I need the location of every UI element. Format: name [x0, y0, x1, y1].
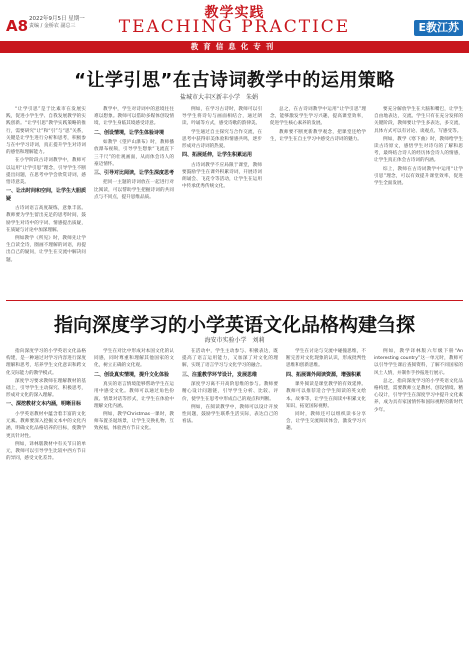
paragraph: 总之，指向深度学习的小学英语文化品格构建，需要教师立足教材、创设情境、精心设计，引导学生在深度学习中提升文化素养，成为具有家国情怀和国际视野的新时代少年。	[374, 378, 463, 413]
issue-date: 2022年9月5日 星期一	[29, 16, 85, 22]
paragraph: 例如，教学译林版六年级下册“An interesting country”这一单元时，教师可以引导学生课后查阅资料，了解不同国家的风土人情，并制作手抄报进行展示。	[374, 349, 463, 376]
article1-column	[374, 106, 463, 296]
article2-column	[6, 348, 86, 662]
section-subtitle: 教育信息化专刊	[190, 42, 279, 51]
section-heading: 二、创设情境，让学生体验诗境	[94, 129, 165, 136]
article1-byline: 盐城市大丰区新丰小学 朱娟	[180, 94, 259, 101]
paragraph: 古诗词教学不应局限于课堂，教师要鼓励学生在课外积累诗词，开展诗词朗诵会、飞花令等活动，让学生在运用中传承优秀传统文化。	[182, 162, 262, 190]
paragraph: 例如，译林版教材中有关节日的单元，教师可以引导学生比较中西方节日的异同，感受文化差异。	[6, 441, 86, 462]
section-heading: 一、让出时间和空间，让学生大胆质疑	[6, 188, 86, 202]
paragraph: 例如，在阅读教学中，教师可以设计开放性问题，鼓励学生联系生活实际，表达自己的看法。	[182, 404, 278, 425]
paragraph: 例如，教学《寒下曲》时，教师给学生读古诗原文，感悟学生对诗句的了解和思考，最终结合诗人的经历体会诗人的情感，让学生真正体会古诗词的内涵。	[374, 136, 463, 164]
paragraph: 在活动中，学生主动参与、积极表达，既提高了语言运用能力，又加深了对文化的理解，实现了语言学习与文化学习的融合。	[182, 349, 278, 369]
paragraph: 课外阅读是课堂教学的有效延伸。教师可以推荐适合学生阅读的英文绘本、故事等，让学生在阅读中积累文化知识，拓宽国际视野。	[286, 382, 366, 409]
article-divider	[6, 300, 463, 301]
paragraph: 同时，教师还可以组织读书分享会，让学生交流阅读体会，激发学习兴趣。	[286, 411, 366, 432]
article2-column	[94, 348, 174, 662]
paragraph: 总之，在古诗词教学中运用“让学引思”理念，能够激发学生学习兴趣，提高课堂效率，促进学生核心素养的发展。	[270, 107, 366, 127]
paragraph: 学生在讨论与交流中碰撞思维，不断完善对文化现象的认识，形成批判性思维和创新思维。	[286, 349, 366, 369]
section-heading: 四、拓展课外阅读资源，增强积累	[286, 371, 362, 378]
paragraph: 把同一主题的诗词放在一起进行对比阅读，可以帮助学生把握诗词的共同点与不同点，提升思维品质。	[94, 180, 174, 200]
section-heading: 三、引导对比阅读，让学生深度思考	[94, 169, 174, 176]
section-heading: 一、深挖教材文本内涵，明晰目标	[6, 401, 82, 408]
article2-column	[374, 348, 463, 662]
paragraph: 例如教学《所见》时，教师先让学生自读全诗，圈画不理解的词语，再提出自己的疑问，让学生在交流中解决问题。	[6, 236, 86, 263]
paragraph: 要充分解放学生在大脑和嘴巴，让学生自由地表达，交流。学生只有在充分发挥的关键阶段，教师要让学生多表达，多交流，具体方式可以有讨论、谈观点、写感受等。	[374, 107, 463, 134]
paragraph: “让学引思”是于比素市在发展实践，促进小学生学、自我发展教学的实践创新。“让学引思”教学实践策略的推行，需要研究“让”和“引”与“思”关系，关键是让学生进行分析和思考，积极参与在中学习诗词，真正提升学生对诗词的感悟和理解能力。	[6, 107, 86, 156]
article2-byline: 海安市实验小学 刘莉	[204, 337, 265, 344]
page-header	[0, 0, 469, 58]
article2-column	[182, 348, 278, 662]
section-heading: 二、创设真实情境，提升文化体验	[94, 371, 170, 378]
section-heading: 三、注重教学环节设计，发展思维	[182, 371, 258, 378]
column-title-english: TEACHING PRACTICE	[118, 17, 351, 37]
article1-column	[270, 106, 366, 296]
paragraph: 学生通过自主探究与合作交流，在思考中获得审美体验和情感共鸣，逐步形成对古诗词的热爱。	[182, 129, 262, 150]
paragraph: 教学中，学生对诗词中的意境往往难以想象。教师可以借助多媒体创设情境，让学生身临其境感受诗意。	[94, 107, 174, 127]
brand-logo: E教江苏	[414, 20, 463, 36]
paragraph: 教师要不断更新教学观念，把课堂还给学生，让学生在自主学习中感受古诗词的魅力。	[270, 129, 366, 142]
paragraph: 综上，教师在古诗词教学中运用“让学引思”理念，可以有效提升课堂效率，促进学生全面发展。	[374, 166, 463, 187]
article1-title: “让学引思”在古诗词教学中的运用策略	[74, 70, 395, 91]
section-banner	[0, 41, 469, 53]
paragraph: 古诗词语言高度凝练，意象丰富。教师要为学生留出充足的思考时间，鼓励学生对诗中的字词、情感提出质疑，在质疑与讨论中加深理解。	[6, 206, 86, 233]
article1-column	[6, 106, 86, 296]
article1-column	[182, 106, 262, 296]
article2-column	[286, 348, 366, 662]
paragraph: 小学英语教材中蕴含着丰富的文化元素。教师要深入挖掘文本中的文化内涵，明确文化品格培养的目标，使教学更具针对性。	[6, 411, 86, 439]
paragraph: 指向深度学习的小学英语文化品格构建，是一种通过对学习内容进行深度理解和思考，培养学生文化意识和跨文化交际能力的教学模式。	[6, 349, 86, 376]
paragraph: 在小学阶段古诗词教学中，教师可以运用“让学引思”理念，引导学生不断提出问题，在思考中学会欣赏诗词，感悟诗意美。	[6, 158, 86, 186]
article1-column	[94, 106, 174, 296]
column-title: 教学实践	[204, 5, 265, 21]
editor-credit: 责编 / 金桥农 副总三	[29, 23, 76, 29]
paragraph: 例如，教学Christmas一课时，教师布置圣诞场景，让学生交换礼物、互致祝福，体验西方节日文化。	[94, 411, 174, 432]
paragraph: 如教学《望庐山瀑布》时，教师播放瀑布视频，引导学生想象“飞流直下三千尺”的壮观画面，从而体会诗人的豪迈情怀。	[94, 140, 174, 167]
paragraph: 例如，在学习古诗时，教师可以引导学生将诗句与画面相结合，通过朗读、吟诵等方式，感受诗歌的韵律美。	[182, 107, 262, 127]
paragraph: 深度学习离不开高阶思维的参与。教师要精心设计问题链，引导学生分析、比较、评价，使学生在思考中形成自己的观点和判断。	[182, 382, 278, 402]
page-number: A8	[6, 17, 29, 35]
article2-title: 指向深度学习的小学英语文化品格构建刍探	[53, 314, 415, 336]
section-heading: 四、拓展延伸，让学生积累运用	[182, 152, 253, 159]
paragraph: 真实的语言情境能够帮助学生在运用中感受文化。教师可以通过角色扮演、情景对话等形式，让学生在体验中理解文化内涵。	[94, 382, 174, 409]
paragraph: 深度学习要求教师在理解教材的基础上，引导学生主动探究、积极思考，形成对文化的深入理解。	[6, 378, 86, 399]
paragraph: 学生在对比中形成对本国文化的认同感，同时尊重和理解其他国家的文化，树立正确的文化观。	[94, 349, 174, 369]
